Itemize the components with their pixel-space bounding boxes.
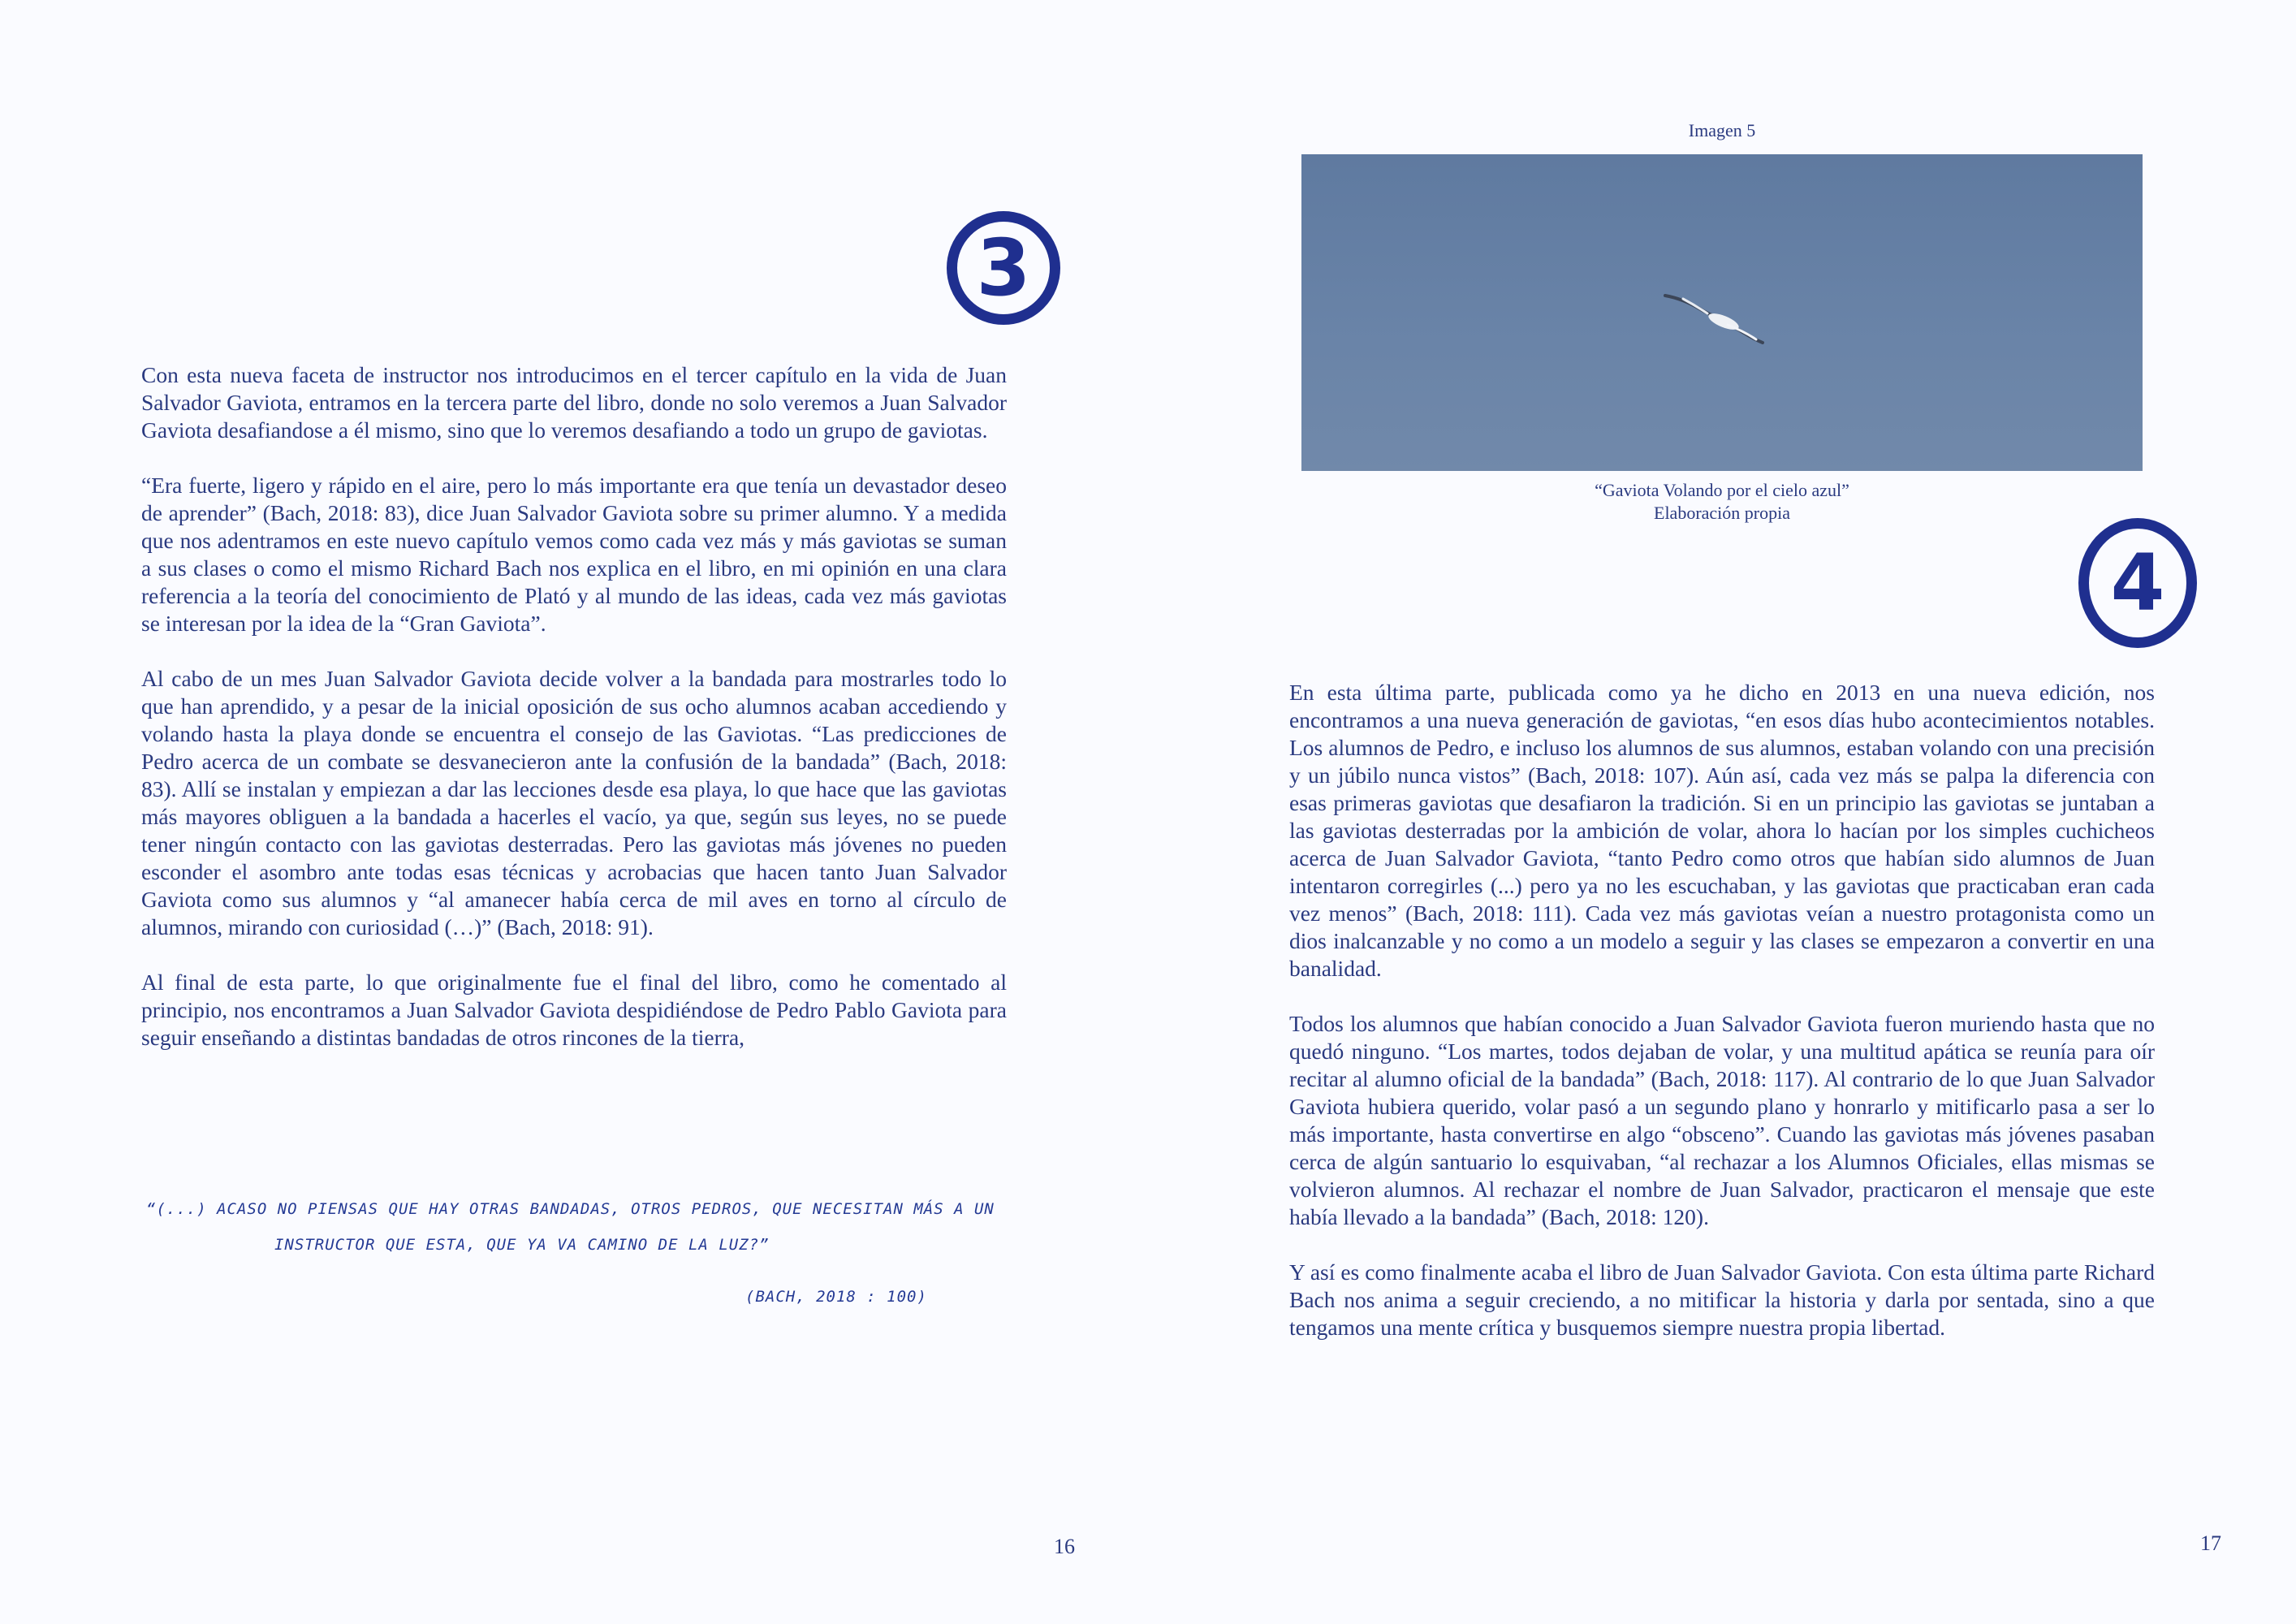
- chapter-3-badge: [947, 211, 1060, 325]
- right-body-text: [1289, 679, 2155, 1341]
- photo-caption: [1301, 479, 2143, 525]
- right-paragraph-3: Y así es como finalmente acaba el libro de Juan Salvador Gaviota. Con esta última parte Richard Bach nos anima a seguir creciendo, a no mitificar la historia y darla por sentada, sino a que tengamos una mente crítica y busquemos siempre nuestra propia libertad.: [1289, 1259, 2155, 1340]
- left-paragraph-3: Al cabo de un mes Juan Salvador Gaviota decide volver a la bandada para mostrarles todo lo que han aprendido, y a pesar de la inicial oposición de sus ocho alumnos acaban accediendo y volando hasta la playa donde se encuentra el consejo de las Gaviotas. “Las predicciones de Pedro acerca de un combate se desvanecieron ante la confusión de la bandada” (Bach, 2018: 83). Allí se instalan y empiezan a dar las lecciones desde esa playa, lo que hace que las gaviotas más mayores obliguen a la bandada a hacerles el vacío, ya que, según sus leyes, no se puede tener ningún contacto con las gaviotas desterradas. Pero las gaviotas más jóvenes no pueden esconder el asombro ante todas esas técnicas y acrobacias que hacen tanto Juan Salvador Gaviota como sus alumnos y “al amanecer había cerca de mil aves en torno al círculo de alumnos, mirando con curiosidad (…)” (Bach, 2018: 91).: [141, 666, 1007, 939]
- seagull-icon: [1301, 154, 2143, 471]
- left-body-text: [141, 361, 1007, 1052]
- right-paragraph-2: Todos los alumnos que habían conocido a Juan Salvador Gaviota fueron muriendo hasta que no quedó ninguno. “Los martes, todos dejaban de volar, y una multitud apática se reunía para oír recitar al alumno oficial de la bandada” (Bach, 2018: 117). Al contrario de lo que Juan Salvador Gaviota hubiera querido, volar pasó a un segundo plano y honrarlo y mitificarlo pasa a ser lo más importante, hasta convertirse en algo “obsceno”. Cuando las gaviotas más jóvenes pasaban cerca de algún santuario lo esquivaban, “al rechazar a los Alumnos Oficiales, ellas mismas se volvieron alumnos. Al rechazar el nombre de Juan Salvador, practicaron el mensaje que este había llevado a la bandada” (Bach, 2018: 120).: [1289, 1011, 2155, 1229]
- left-paragraph-4: Al final de esta parte, lo que originalmente fue el final del libro, como he comentado al principio, nos encontramos a Juan Salvador Gaviota despidiéndose de Pedro Pablo Gaviota para seguir enseñando a distintas bandadas de otros rincones de la tierra,: [141, 970, 1007, 1050]
- handwritten-quote-line-2: INSTRUCTOR QUE ESTA, QUE YA VA CAMINO DE LA LUZ?”: [274, 1236, 770, 1254]
- page-number-16: 16: [1054, 1535, 1075, 1558]
- chapter-4-number: 4: [2110, 538, 2165, 628]
- chapter-3-number: 3: [976, 222, 1031, 313]
- right-paragraph-1: En esta última parte, publicada como ya he dicho en 2013 en una nueva edición, nos encontramos a una nueva generación de gaviotas, “en esos días hubo acontecimientos notables. Los alumnos de Pedro, e incluso los alumnos de sus alumnos, estaban volando con una precisión y un júbilo nunca vistos” (Bach, 2018: 107). Aún así, cada vez más se palpa la diferencia con esas primeras gaviotas que desafiaron la tradición. Si en un principio las gaviotas se juntaban a las gaviotas desterradas por la ambición de volar, ahora lo hacían por los simples cuchicheos acerca de Juan Salvador Gaviota, “tanto Pedro como otros que habían sido alumnos de Juan intentaron corregirles (...) pero ya no les escuchaban, y las gaviotas que practicaban eran cada vez menos” (Bach, 2018: 111). Cada vez más gaviotas veían a nuestro protagonista como un dios inalcanzable y no como a un modelo a seguir y las clases se empezaron a convertir en una banalidad.: [1289, 680, 2155, 981]
- right-page: [1148, 0, 2296, 1624]
- left-paragraph-1: Con esta nueva faceta de instructor nos introducimos en el tercer capítulo en la vida de Juan Salvador Gaviota, entramos en la tercera parte del libro, donde no solo veremos a Juan Salvador Gaviota desafiandose a él mismo, sino que lo veremos desafiando a todo un grupo de gaviotas.: [141, 362, 1007, 443]
- handwritten-quote-line-1: “(...) ACASO NO PIENSAS QUE HAY OTRAS BANDADAS, OTROS PEDROS, QUE NECESITAN MÁS A UN: [146, 1200, 995, 1218]
- seagull-photo: [1301, 154, 2143, 471]
- handwritten-citation: (BACH, 2018 : 100): [745, 1288, 927, 1306]
- caption-title: “Gaviota Volando por el cielo azul”: [1595, 480, 1849, 500]
- chapter-4-badge: [2078, 518, 2197, 648]
- figure-label: Imagen 5: [1688, 120, 1756, 140]
- page-number-17: 17: [2200, 1531, 2221, 1555]
- caption-credit: Elaboración propia: [1654, 503, 1790, 523]
- left-paragraph-2: “Era fuerte, ligero y rápido en el aire, pero lo más importante era que tenía un devastador deseo de aprender” (Bach, 2018: 83), dice Juan Salvador Gaviota sobre su primer alumno. Y a medida que nos adentramos en este nuevo capítulo vemos como cada vez más y más gaviotas se suman a sus clases o como el mismo Richard Bach nos explica en el libro, en mi opinión en una clara referencia a la teoría del conocimiento de Plató y al mundo de las ideas, cada vez más gaviotas se interesan por la idea de la “Gran Gaviota”.: [141, 473, 1007, 636]
